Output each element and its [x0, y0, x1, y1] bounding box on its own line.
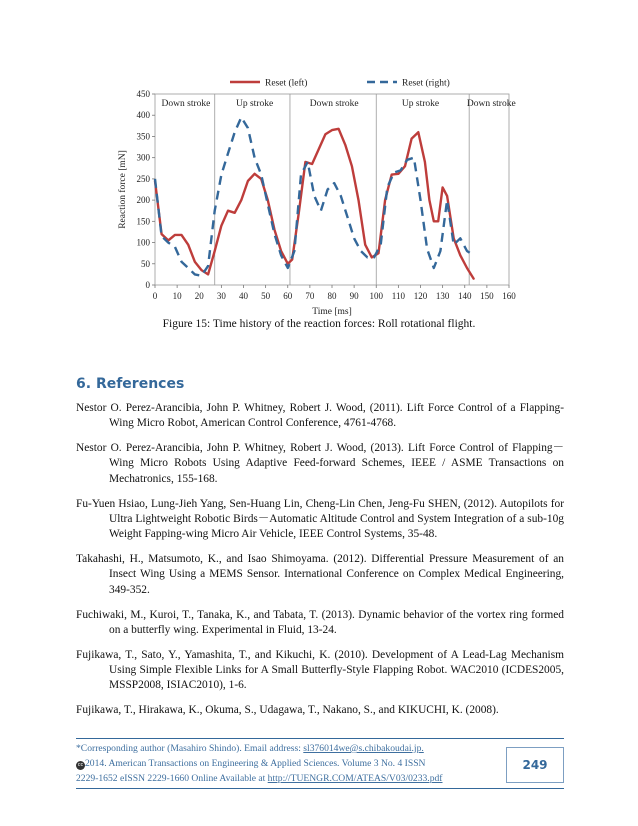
footer-text: [76, 741, 506, 786]
x-tick-label: 110: [391, 291, 405, 301]
y-tick-label: 400: [136, 110, 150, 121]
y-tick-label: 450: [136, 89, 150, 99]
email-link[interactable]: sl376014we@s.chibakoudai.jp.: [303, 743, 424, 754]
y-axis-label: Reaction force [mN]: [118, 150, 128, 229]
section-number: 6.: [76, 376, 92, 392]
x-tick-label: 100: [369, 291, 383, 301]
page-footer: [76, 738, 564, 789]
issn-info: 2229-1652 eISSN 2229-1660 Online Available at: [76, 773, 268, 784]
x-tick-label: 10: [172, 291, 182, 301]
legend-label: Reset (left): [265, 78, 308, 89]
figure-caption: Figure 15: Time history of the reaction forces: Roll rotational flight.: [162, 318, 476, 330]
x-tick-label: 120: [413, 291, 428, 301]
phase-label: Down stroke: [161, 99, 211, 109]
x-tick-label: 130: [435, 291, 450, 301]
reference-item: Takahashi, H., Matsumoto, K., and Isao Shimoyama. (2012). Differential Pressure Measurement of an Insect Wing Using a MEMS Sensor. International Conference on Complex Medical Engineering, 349-352.: [76, 553, 564, 596]
x-tick-label: 160: [502, 291, 516, 301]
y-tick-label: 0: [145, 280, 150, 290]
y-tick-label: 300: [136, 152, 150, 163]
reference-list: [76, 401, 564, 728]
phase-label: Up stroke: [235, 99, 274, 109]
section-heading: [76, 376, 184, 392]
y-tick-label: 250: [136, 173, 150, 184]
y-tick-label: 50: [141, 258, 150, 269]
y-tick-label: 350: [136, 131, 150, 142]
figure-15-chart: [112, 72, 522, 322]
email-prefix: ). Email address:: [236, 743, 304, 754]
x-tick-label: 150: [480, 291, 494, 301]
reference-item: Nestor O. Perez-Arancibia, John P. Whitney, Robert J. Wood, (2013). Lift Force Control of Flapping－Wing Micro Robots Using Adaptive Feed-forward Schemes, IEEE / ASME Transactions on Mechatronics, 155-168.: [76, 442, 564, 485]
reference-item: Fujikawa, T., Hirakawa, K., Okuma, S., Udagawa, T., Nakano, S., and KIKUCHI, K. (2008).: [76, 704, 499, 717]
journal-info: 2014. American Transactions on Engineering & Applied Sciences. Volume 3 No. 4 ISSN: [85, 758, 426, 769]
x-tick-label: 40: [239, 291, 248, 301]
x-tick-label: 60: [283, 291, 293, 301]
reference-item: Fujikawa, T., Sato, Y., Yamashita, T., and Kikuchi, K. (2010). Development of A Lead-Lag Mechanism Using Simple Flexible Links for A Small Butterfly-Style Flapping Robot. WAC2010 (ICDES2005, MSSP2008, ISIAC2010), 1-6.: [76, 648, 564, 692]
article-url-link[interactable]: http://TUENGR.COM/ATEAS/V03/0233.pdf: [267, 773, 443, 784]
reference-item: Fuchiwaki, M., Kuroi, T., Tanaka, K., and Tabata, T. (2013). Dynamic behavior of the vortex ring formed on a butterfly wing. Experimental in Fluid, 13-24.: [76, 608, 564, 636]
y-tick-label: 200: [136, 195, 150, 206]
x-tick-label: 90: [349, 291, 359, 301]
x-tick-label: 50: [261, 291, 271, 301]
x-tick-label: 20: [194, 291, 204, 301]
x-tick-label: 80: [327, 291, 337, 301]
footer-line-2: [76, 756, 506, 771]
reference-item: Nestor O. Perez-Arancibia, John P. Whitney, Robert J. Wood, (2011). Lift Force Control of a Flapping-Wing Micro Robot, American Control Conference, 4761-4768.: [76, 402, 564, 430]
reference-item: Fu-Yuen Hsiao, Lung-Jieh Yang, Sen-Huang Lin, Cheng-Lin Chen, Jeng-Fu SHEN, (2012). Autopilots for Ultra Lightweight Robotic Birds－Automatic Altitude Control and System Integration of a sub-10g Weight Fapping-wing Micro Air Vehicle, IEEE Control Systems, 35-48.: [76, 497, 564, 541]
phase-label: Up stroke: [401, 99, 440, 109]
creative-commons-icon: cc: [77, 762, 84, 768]
chart-svg: [112, 72, 522, 322]
author-name: Masahiro Shindo: [170, 743, 237, 754]
series-line-reset-left: [155, 129, 474, 279]
page-number: 249: [506, 747, 564, 783]
x-tick-label: 0: [152, 291, 158, 301]
series-line-reset-right: [155, 117, 474, 275]
footer-line-3: [76, 771, 506, 786]
x-tick-label: 30: [216, 291, 226, 301]
phase-label: Down stroke: [309, 99, 359, 109]
legend-label: Reset (right): [402, 78, 450, 89]
y-tick-label: 100: [136, 237, 150, 248]
footer-line-1: [76, 741, 506, 756]
corresponding-prefix: *Corresponding author (: [76, 743, 171, 754]
x-tick-label: 140: [458, 291, 472, 301]
x-tick-label: 70: [305, 291, 315, 301]
section-title: References: [95, 376, 185, 392]
phase-label: Down stroke: [466, 99, 516, 109]
y-tick-label: 150: [136, 216, 150, 227]
x-axis-label: Time [ms]: [312, 307, 352, 317]
